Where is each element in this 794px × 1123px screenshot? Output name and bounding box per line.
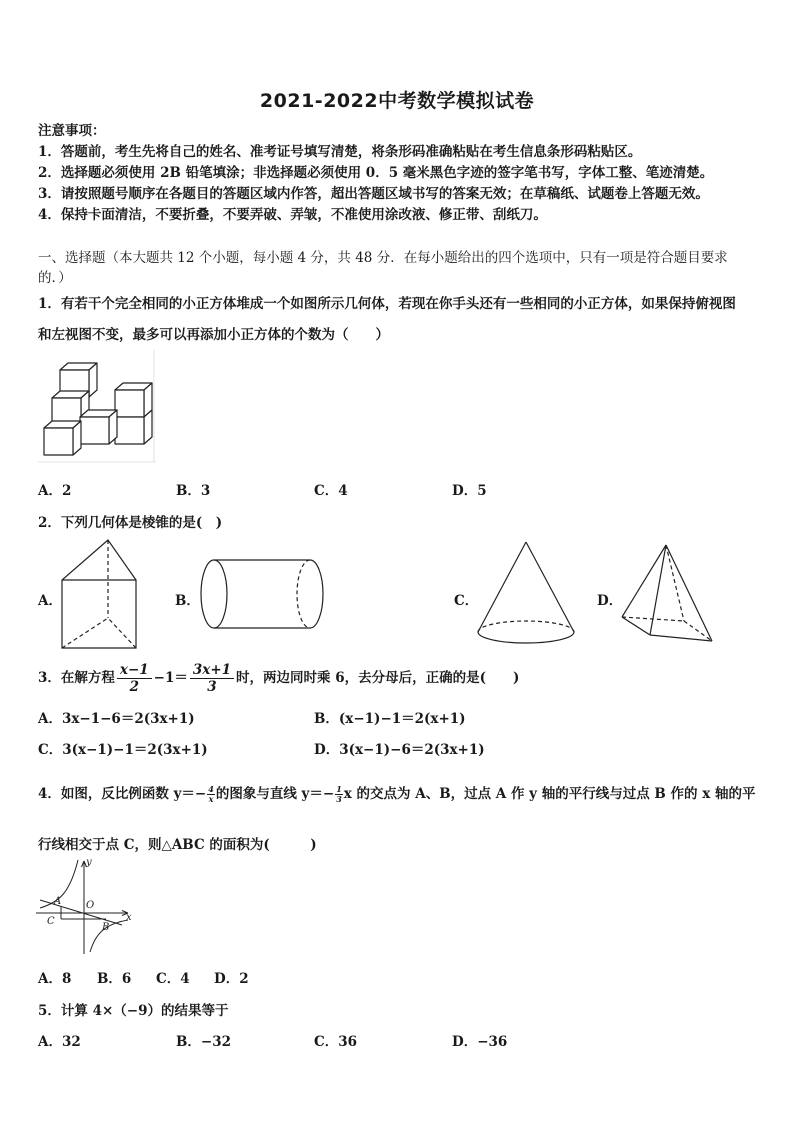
q1-cube-figure: [38, 350, 156, 466]
q3-fraction-1-numerator: x−1: [117, 662, 152, 679]
q4-graph-point-c: C: [47, 916, 55, 927]
q4-part3: x 的交点为 A、B，过点 A 作 y 轴的平行线与过点 B 作的 x 轴的平: [343, 786, 756, 802]
q2-label-a[interactable]: A．: [38, 593, 62, 609]
notice-item-3: 3．请按照题号顺序在各题目的答题区域内作答，超出答题区域书写的答案无效；在草稿纸、试题卷上答题无效。: [38, 186, 709, 202]
q4-graph: [36, 856, 140, 958]
q3-option-a[interactable]: A．3x−1−6＝2(3x+1): [38, 711, 195, 727]
q2-stem: 2．下列几何体是棱锥的是( ): [38, 515, 223, 531]
notice-heading: 注意事项：: [38, 123, 106, 139]
q3-fraction-2-denominator: 3: [207, 679, 217, 695]
q2-label-b[interactable]: B．: [175, 593, 200, 609]
q3-option-d[interactable]: D．3(x−1)−6＝2(3x+1): [314, 742, 485, 758]
q1-stem-line2: 和左视图不变，最多可以再添加小正方体的个数为（ ）: [38, 327, 389, 343]
q3-middle: −1＝: [153, 670, 188, 686]
q3-option-b[interactable]: B．(x−1)−1＝2(x+1): [314, 711, 466, 727]
q4-stem-line2: 行线相交于点 C，则△ABC 的面积为( ): [38, 837, 317, 853]
q2-figure-cylinder: [198, 556, 328, 632]
q4-fraction-1-denominator: x: [208, 794, 214, 804]
q3-suffix: 时，两边同时乘 6，去分母后，正确的是( ): [236, 670, 520, 686]
q4-stem-line1: [38, 779, 755, 809]
section-heading-line2: 的．）: [38, 270, 72, 286]
notice-item-1: 1．答题前，考生先将自己的姓名、准考证号填写清楚，将条形码准确粘贴在考生信息条形码粘贴区。: [38, 144, 642, 160]
q4-fraction-1-numerator: 4: [208, 784, 214, 794]
q1-option-d[interactable]: D．5: [452, 483, 487, 499]
q1-stem-line1: 1．有若干个完全相同的小正方体堆成一个如图所示几何体，若现在你手头还有一些相同的小正方体，如果保持俯视图: [38, 296, 736, 312]
q4-graph-point-a: A: [54, 896, 62, 907]
q4-fraction-2-denominator: 3: [336, 794, 342, 804]
q1-option-c[interactable]: C．4: [314, 483, 348, 499]
q3-fraction-1-denominator: 2: [129, 679, 139, 695]
q4-fraction-2: [335, 785, 343, 804]
q5-option-b[interactable]: B．−32: [176, 1034, 232, 1050]
notice-item-2: 2．选择题必须使用 2B 铅笔填涂；非选择题必须使用 0．5 毫米黑色字迹的签字笔书写，字体工整、笔迹清楚。: [38, 165, 714, 181]
q4-part2: 的图象与直线 y＝−: [215, 786, 335, 802]
q5-stem: 5．计算 4×（−9）的结果等于: [38, 1003, 229, 1019]
q4-graph-point-b: B: [102, 922, 110, 933]
q3-fraction-1: [117, 662, 152, 695]
q4-graph-y-label: y: [86, 857, 92, 868]
q4-fraction-1: [207, 785, 215, 804]
q4-option-b[interactable]: B．6: [97, 971, 132, 987]
q4-graph-origin-label: O: [86, 900, 95, 911]
page-title: 2021-2022中考数学模拟试卷: [259, 90, 535, 112]
q5-option-c[interactable]: C．36: [314, 1034, 358, 1050]
q2-figure-prism: [56, 538, 146, 652]
q2-label-d[interactable]: D．: [597, 593, 623, 609]
notice-item-4: 4．保持卡面清洁，不要折叠，不要弄破、弄皱，不准使用涂改液、修正带、刮纸刀。: [38, 207, 547, 223]
q3-fraction-2: [190, 662, 234, 695]
q5-option-a[interactable]: A．32: [38, 1034, 81, 1050]
q1-option-a[interactable]: A．2: [38, 483, 72, 499]
q1-option-b[interactable]: B．3: [176, 483, 211, 499]
q4-graph-x-label: x: [126, 912, 132, 923]
q2-figure-pyramid: [618, 543, 718, 645]
q4-option-d[interactable]: D．2: [214, 971, 249, 987]
q4-fraction-2-numerator: 1: [336, 784, 342, 794]
q4-option-a[interactable]: A．8: [38, 971, 72, 987]
q2-figure-cone: [474, 538, 580, 646]
q3-prefix: 3．在解方程: [38, 670, 115, 686]
section-heading-line1: 一、选择题（本大题共 12 个小题，每小题 4 分，共 48 分．在每小题给出的四个选项中，只有一项是符合题目要求: [38, 250, 728, 266]
q4-part1: 4．如图，反比例函数 y＝−: [38, 786, 207, 802]
q3-stem: [38, 661, 519, 695]
q3-fraction-2-numerator: 3x+1: [190, 662, 234, 679]
q3-option-c[interactable]: C．3(x−1)−1＝2(3x+1): [38, 742, 208, 758]
q4-option-c[interactable]: C．4: [156, 971, 190, 987]
q5-option-d[interactable]: D．−36: [452, 1034, 508, 1050]
q2-label-c[interactable]: C．: [454, 593, 479, 609]
